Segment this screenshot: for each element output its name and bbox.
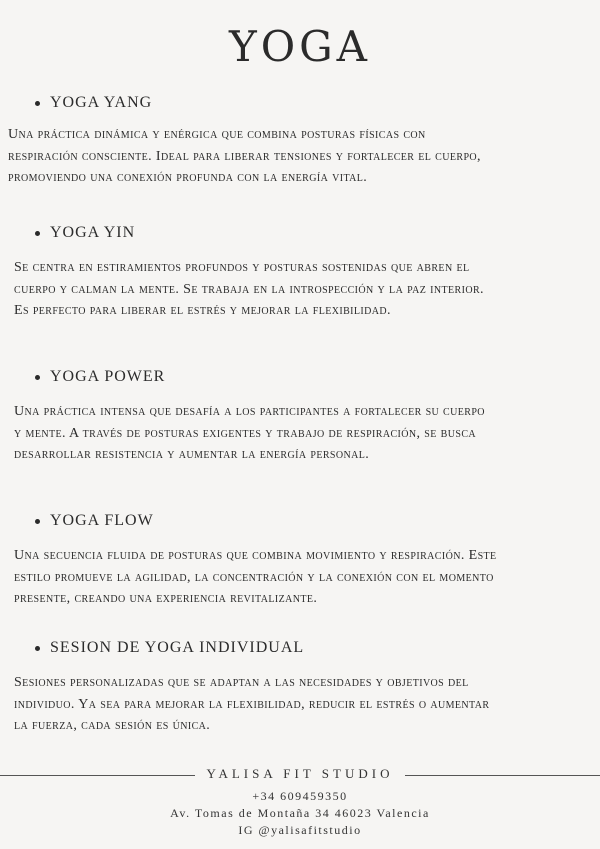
description-line: Es perfecto para liberar el estrés y mejorar la flexibilidad.: [14, 303, 391, 318]
description-line: cuerpo y calman la mente. Se trabaja en la introspección y la paz interior.: [14, 281, 484, 297]
description-line: promoviendo una conexión profunda con la energía vital.: [8, 170, 368, 185]
section-yoga-yang: [0, 92, 600, 189]
section-yoga-yin: [0, 222, 600, 322]
section-heading: [35, 222, 600, 244]
description-line: estilo promueve la agilidad, la concentración y la conexión con el momento: [14, 569, 494, 585]
section-heading: [35, 92, 600, 114]
description-line: Se centra en estiramientos profundos y posturas sostenidas que abren el: [14, 260, 470, 275]
section-yoga-power: [0, 366, 600, 466]
description-line: desarrollar resistencia y aumentar la energía personal.: [14, 447, 370, 462]
page-title: YOGA: [228, 22, 372, 71]
section-heading: [35, 637, 600, 659]
section-yoga-flow: [0, 510, 600, 610]
description-line: respiración consciente. Ideal para liberar tensiones y fortalecer el cuerpo,: [8, 148, 481, 164]
section-heading: [35, 366, 600, 388]
section-description: [14, 545, 600, 610]
section-description: [14, 257, 600, 322]
footer-instagram: IG @yalisafitstudio: [238, 823, 362, 837]
footer-address: Av. Tomas de Montaña 34 46023 Valencia: [170, 806, 430, 820]
description-line: y mente. A través de posturas exigentes y trabajo de respiración, se busca: [14, 425, 477, 441]
description-line: presente, creando una experiencia revitalizante.: [14, 591, 318, 606]
bullet-icon: [35, 519, 40, 524]
description-line: Una práctica dinámica y enérgica que combina posturas físicas con: [8, 127, 426, 142]
section-description: [14, 672, 600, 737]
description-line: Una secuencia fluida de posturas que combina movimiento y respiración. Este: [14, 548, 497, 563]
section-heading: [35, 510, 600, 532]
bullet-icon: [35, 101, 40, 106]
description-line: Una práctica intensa que desafía a los participantes a fortalecer su cuerpo: [14, 404, 485, 419]
bullet-icon: [35, 646, 40, 651]
section-description: [8, 124, 600, 189]
description-line: la fuerza, cada sesión es única.: [14, 718, 211, 733]
section-heading-label: YOGA YIN: [50, 224, 136, 241]
footer-phone: +34 609459350: [252, 789, 348, 803]
section-heading-label: YOGA POWER: [50, 368, 166, 385]
section-sesion-individual: [0, 637, 600, 737]
description-line: Sesiones personalizadas que se adaptan a las necesidades y objetivos del: [14, 675, 469, 690]
section-heading-label: YOGA FLOW: [50, 512, 154, 529]
section-heading-label: YOGA YANG: [50, 94, 153, 111]
bullet-icon: [35, 375, 40, 380]
brand-name: YALISA FIT STUDIO: [195, 766, 406, 781]
bullet-icon: [35, 231, 40, 236]
description-line: individuo. Ya sea para mejorar la flexibilidad, reducir el estrés o aumentar: [14, 696, 490, 712]
section-description: [14, 401, 600, 466]
section-heading-label: SESION DE YOGA INDIVIDUAL: [50, 639, 305, 656]
footer-brand: [0, 766, 600, 782]
